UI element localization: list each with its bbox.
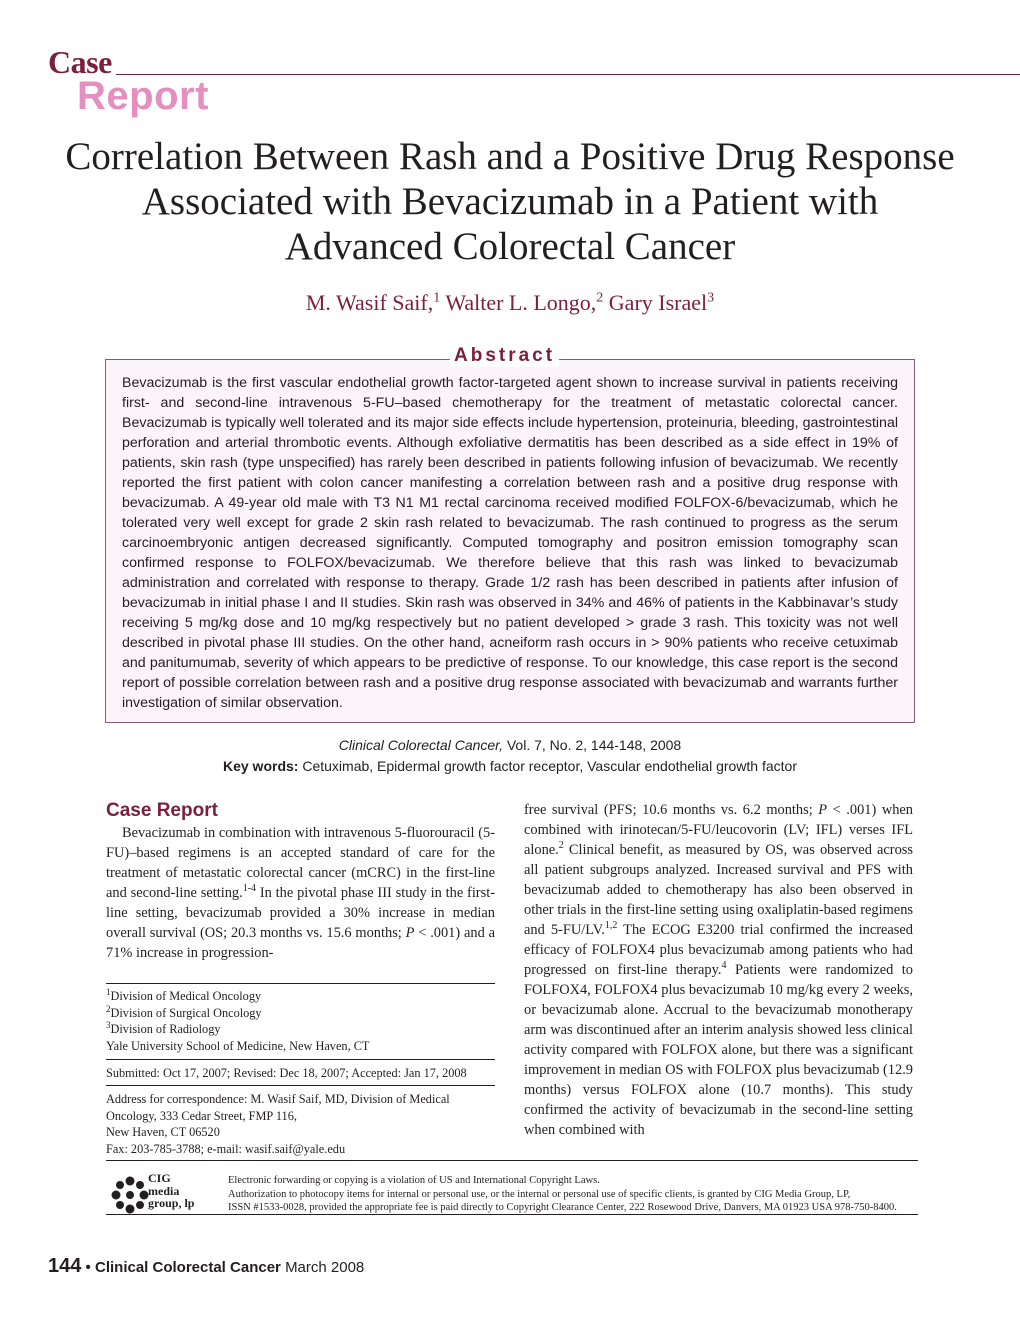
logo-line: media: [148, 1183, 180, 1198]
body-column-left: [106, 823, 495, 963]
affiliation-text: Division of Surgical Oncology: [110, 1005, 262, 1020]
author-name: Walter L. Longo,: [445, 290, 597, 315]
affiliations-block: [106, 988, 495, 1054]
footnote-rule: [106, 1085, 495, 1086]
correspondence-line: Fax: 203-785-3788; e-mail: wasif.saif@yale.edu: [106, 1141, 346, 1156]
affiliation-text: Division of Medical Oncology: [110, 989, 262, 1003]
body-text: Bevacizumab in combination with intravenous 5-fluorouracil (5-FU)–based regimens is an accepted standard of care for the treatment of metastatic colorectal cancer (mCRC) in the first-line and second-line setting.: [106, 825, 495, 901]
author-name: M. Wasif Saif,: [305, 290, 434, 315]
keywords-label: Key words:: [222, 758, 299, 774]
logo-text: [148, 1172, 194, 1210]
reference-mark: 2: [558, 840, 564, 852]
body-text: < .001) and a 71% increase in progression-: [106, 925, 495, 961]
author-list: [60, 290, 960, 316]
correspondence-line: Oncology, 333 Cedar Street, FMP 116,: [106, 1108, 297, 1123]
abstract-text: Bevacizumab is the first vascular endothelial growth factor-targeted agent shown to increase survival in patients receiving first- and second-line intravenous 5-FU–based chemotherapy for the treatment of metastatic colorectal cancer. Bevacizumab is typically well tolerated and its major side effects include hypertension, proteinuria, bleeding, gastrointestinal perforation and arterial thrombotic events. Although exfoliative dermatitis has been described as a side effect in 19% of patients, skin rash (type unspecified) has rarely been described in patients following infusion of bevacizumab. We recently reported the first patient with colon cancer manifesting a correlation between rash and a positive drug response with bevacizumab. A 49-year old male with T3 N1 M1 rectal carcinoma received modified FOLFOX-6/bevacizumab, which he tolerated very well except for grade 2 skin rash related to bevacizumab. The rash continued to progress as the serum carcinoembryonic antigen decreased significantly. Computed tomography and positron emission tomography scan confirmed response to FOLFOX/bevacizumab. We therefore believe that this rash was linked to bevacizumab administration and correlated with response to therapy. Grade 1/2 rash has been described in patients after infusion of bevacizumab in initial phase I and II studies. Skin rash was observed in 34% and 46% of patients in the Kabbinavar’s study receiving 5 mg/kg dose and 10 mg/kg respectively but no patient developed > grade 3 rash. This toxicity was not well described in pivotal phase III studies. On the other hand, acneiform rash occurs in > 90% patients who receive cetuximab and panitumumab, severity of which appears to be predictive of response. To our knowledge, this case report is the second report of possible correlation between rash and a positive drug response associated with bevacizumab and warrants further investigation of similar observation.: [122, 375, 898, 711]
keywords-text: Cetuximab, Epidermal growth factor receptor, Vascular endothelial growth factor: [302, 758, 797, 774]
copyright-notice: [228, 1174, 918, 1215]
affiliation-mark: 3: [106, 1020, 111, 1031]
logo-line: CIG: [148, 1171, 171, 1185]
citation-details: Vol. 7, No. 2, 144-148, 2008: [506, 737, 682, 753]
page-footer: [48, 1255, 364, 1278]
body-text: free survival (PFS; 10.6 months vs. 6.2 months;: [524, 802, 819, 818]
author-affiliation-mark: 2: [596, 290, 604, 306]
publisher-rule: [106, 1214, 918, 1215]
footer-bullet: •: [85, 1259, 91, 1276]
copyright-line: Authorization to photocopy items for internal or personal use, or the internal or personal use of specific clients, is granted by CIG Media Group, LP,: [228, 1188, 851, 1200]
footnote-rule: [106, 1059, 495, 1060]
author-name: Gary Israel: [608, 290, 708, 315]
reference-mark: 4: [721, 960, 727, 972]
body-text: Clinical benefit, as measured by OS, was observed across all patient subgroups analyzed. Increased survival and PFS with bevacizumab added to chemotherapy has also been observed in other trials in the first-line setting using oxaliplatin-based regimens and 5-FU/LV.: [524, 842, 913, 938]
body-text: P: [405, 925, 415, 941]
affiliation-text: Division of Radiology: [110, 1022, 221, 1037]
footer-date: March 2008: [285, 1259, 365, 1276]
body-text: P: [818, 802, 828, 818]
article-title: Correlation Between Rash and a Positive Drug Response Associated with Bevacizumab in a Patient with Advanced Colorectal Cancer: [65, 135, 955, 268]
body-text: < .001) when combined with irinotecan/5-FU/leucovorin (LV; IFL) verses IFL alone.: [524, 802, 914, 858]
section-label-case: Case: [48, 44, 112, 80]
abstract-heading: Abstract: [450, 345, 559, 367]
copyright-line: ISSN #1533-0028, provided the appropriate fee is paid directly to Copyright Clearance Center, 222 Rosewood Drive, Danvers, MA 01923 USA 978-750-8400.: [228, 1202, 897, 1214]
footer-journal: Clinical Colorectal Cancer: [94, 1259, 281, 1276]
keywords-line: [100, 758, 920, 774]
citation-journal: Clinical Colorectal Cancer,: [338, 737, 503, 753]
publisher-rule: [106, 1160, 918, 1161]
body-text: In the pivotal phase III study in the first-line setting, bevacizumab provided a 30% increase in median overall survival (OS; 20.3 months vs. 15.6 months;: [106, 885, 495, 941]
correspondence-block: [106, 1091, 495, 1157]
section-heading: Case Report: [106, 800, 218, 821]
logo-line: group, lp: [148, 1196, 195, 1210]
body-text: The ECOG E3200 trial confirmed the increased efficacy of FOLFOX4 plus bevacizumab among patients who had progressed on first-line therapy.: [524, 922, 913, 978]
correspondence-line: New Haven, CT 06520: [106, 1125, 220, 1140]
citation-line: [100, 737, 920, 753]
page-number: 144: [48, 1255, 82, 1277]
correspondence-line: Address for correspondence: M. Wasif Saif, MD, Division of Medical: [106, 1092, 450, 1106]
affiliation-mark: 2: [106, 1003, 111, 1014]
section-label-report: Report: [77, 74, 209, 118]
reference-mark: 1,2: [604, 920, 618, 932]
header-rule: [116, 74, 1020, 75]
author-affiliation-mark: 3: [707, 290, 715, 306]
publisher-logo: [106, 1172, 216, 1216]
body-column-right: [524, 800, 913, 1140]
flower-logo-icon: [110, 1175, 150, 1215]
reference-mark: 1-4: [242, 883, 257, 895]
body-text: Patients were randomized to FOLFOX4, FOLFOX4 plus bevacizumab 10 mg/kg every 2 weeks, or bevacizumab alone. Accrual to the bevacizumab monotherapy arm was discontinued after an interim analysis showed less clinical activity compared with FOLFOX alone, but there was a significant improvement in median OS with FOLFOX plus bevacizumab (12.9 months) versus FOLFOX alone (10.7 months). This study confirmed the activity of bevacizumab in the second-line setting when combined with: [524, 962, 914, 1138]
institution-text: Yale University School of Medicine, New Haven, CT: [106, 1038, 370, 1053]
author-affiliation-mark: 1: [433, 290, 441, 306]
submission-dates: Submitted: Oct 17, 2007; Revised: Dec 18, 2007; Accepted: Jan 17, 2008: [106, 1066, 467, 1080]
copyright-line: Electronic forwarding or copying is a violation of US and International Copyright Laws.: [228, 1175, 600, 1186]
affiliation-mark: 1: [106, 986, 111, 997]
footnote-rule: [106, 983, 495, 984]
